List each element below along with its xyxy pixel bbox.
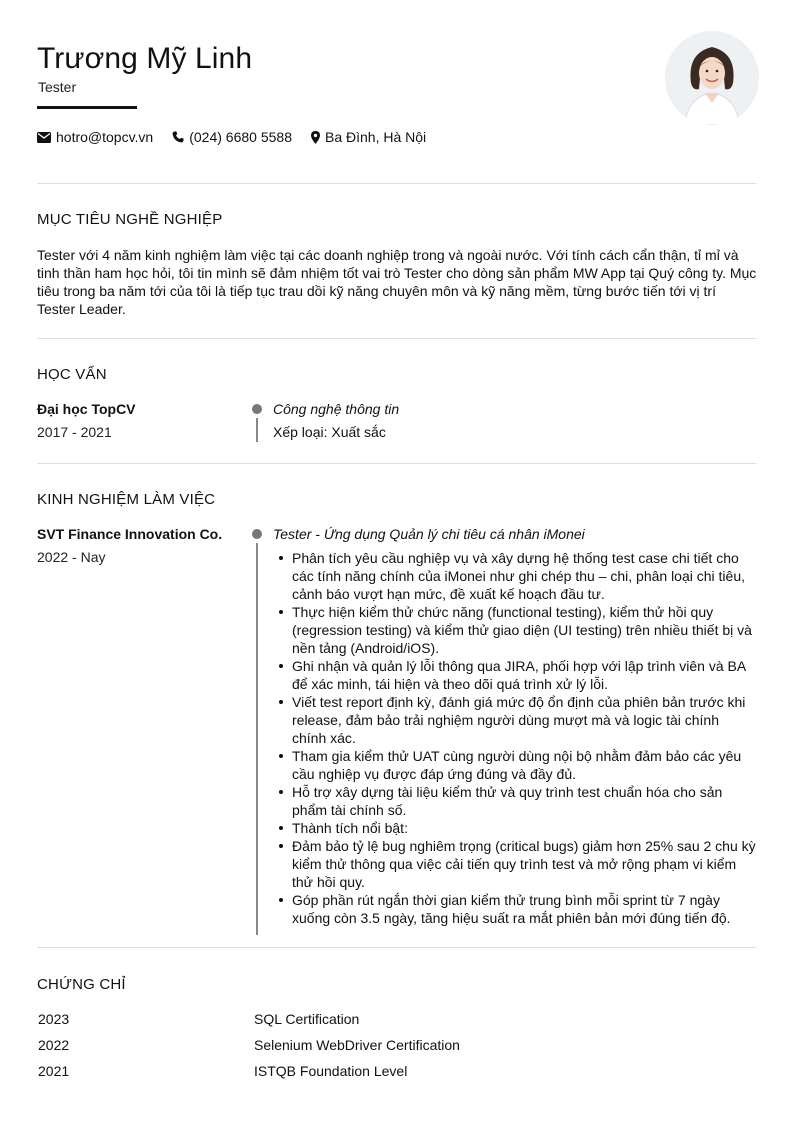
education-period: 2017 - 2021 xyxy=(37,424,112,440)
section-divider xyxy=(37,947,756,948)
phone-text[interactable]: (024) 6680 5588 xyxy=(189,129,292,145)
list-item: Phân tích yêu cầu nghiệp vụ và xây dựng hệ thống test case chi tiết cho các tính năng chính của iMonei như ghi chép thu – chi, phân loại chi tiêu, cảnh báo vượt hạn mức, đề xuất kế hoạch đầu tư. xyxy=(273,549,757,603)
certificate-row xyxy=(38,1011,359,1027)
avatar-photo xyxy=(665,31,759,125)
contact-phone[interactable] xyxy=(172,129,292,145)
education-right xyxy=(273,401,399,440)
list-item: Thành tích nổi bật: xyxy=(273,819,757,837)
section-divider xyxy=(37,463,756,464)
list-item: Tham gia kiểm thử UAT cùng người dùng nội bộ nhằm đảm bảo các yêu cầu nghiệp vụ được đáp ứng đúng và đầy đủ. xyxy=(273,747,757,783)
education-grade: Xếp loại: Xuất sắc xyxy=(273,424,386,440)
candidate-name: Trương Mỹ Linh xyxy=(37,42,253,75)
map-marker-icon xyxy=(311,131,320,144)
certificate-name: ISTQB Foundation Level xyxy=(254,1063,408,1079)
education-major: Công nghệ thông tin xyxy=(273,401,400,417)
company-name: SVT Finance Innovation Co. xyxy=(37,526,223,542)
location-text: Ba Đình, Hà Nội xyxy=(325,129,427,145)
name-underline xyxy=(37,106,137,109)
list-item: Góp phần rút ngắn thời gian kiểm thử trung bình mỗi sprint từ 7 ngày xuống còn 3.5 ngày, tăng hiệu suất ra mắt phiên bản mới đúng tiến độ. xyxy=(273,891,757,927)
contact-row xyxy=(37,129,445,145)
list-item: Ghi nhận và quản lý lỗi thông qua JIRA, phối hợp với lập trình viên và BA để xác minh, tái hiện và theo dõi quá trình xử lý lỗi. xyxy=(273,657,757,693)
section-divider xyxy=(37,183,756,184)
contact-email[interactable] xyxy=(37,129,153,145)
objective-heading: MỤC TIÊU NGHỀ NGHIỆP xyxy=(37,211,223,228)
certificate-name: SQL Certification xyxy=(254,1011,360,1027)
experience-left xyxy=(37,526,222,565)
experience-period: 2022 - Nay xyxy=(37,549,106,565)
phone-icon xyxy=(172,131,184,143)
objective-text: Tester với 4 năm kinh nghiệm làm việc tại các doanh nghiệp trong và ngoài nước. Với tính cách cẩn thận, tỉ mỉ và tinh thần ham học hỏi, tôi tin mình sẽ đảm nhiệm tốt vai trò Tester cho dòng sản phẩm MW App tại Quý công ty. Mục tiêu trong ba năm tới của tôi là tiếp tục trau dồi kỹ năng chuyên môn và kỹ năng mềm, từng bước tiến tới vị trí Tester Leader. xyxy=(37,247,757,317)
list-item: Thực hiện kiểm thử chức năng (functional testing), kiểm thử hồi quy (regression testing) và kiểm thử giao diện (UI testing) trên nhiều thiết bị và nền tảng (Android/iOS). xyxy=(273,603,757,657)
education-heading: HỌC VẤN xyxy=(37,366,107,383)
certificate-row xyxy=(38,1063,407,1079)
email-text[interactable]: hotro@topcv.vn xyxy=(56,129,154,145)
envelope-icon xyxy=(37,132,51,143)
education-left xyxy=(37,401,136,440)
certificates-heading: CHỨNG CHỈ xyxy=(37,976,126,993)
school-name: Đại học TopCV xyxy=(37,401,136,417)
experience-heading: KINH NGHIỆM LÀM VIỆC xyxy=(37,491,216,508)
certificate-year: 2023 xyxy=(38,1011,70,1027)
list-item: Đảm bảo tỷ lệ bug nghiêm trọng (critical bugs) giảm hơn 25% sau 2 chu kỳ kiểm thử thông qua việc cải tiến quy trình test và mở rộng phạm vi kiểm thử hồi quy. xyxy=(273,837,757,891)
certificate-row xyxy=(38,1037,460,1053)
section-divider xyxy=(37,338,756,339)
timeline-line xyxy=(256,418,258,442)
experience-right xyxy=(273,526,585,542)
certificate-name: Selenium WebDriver Certification xyxy=(254,1037,460,1053)
candidate-role: Tester xyxy=(38,79,77,95)
timeline-dot xyxy=(252,404,262,414)
timeline-dot xyxy=(252,529,262,539)
list-item: Viết test report định kỳ, đánh giá mức độ ổn định của phiên bản trước khi release, đảm bảo trải nghiệm người dùng mượt mà và logic tài chính chính xác. xyxy=(273,693,757,747)
timeline-line xyxy=(256,543,258,935)
certificate-year: 2022 xyxy=(38,1037,70,1053)
contact-location xyxy=(311,129,426,145)
job-position: Tester - Ứng dụng Quản lý chi tiêu cá nhân iMonei xyxy=(273,526,585,542)
certificate-year: 2021 xyxy=(38,1063,70,1079)
avatar xyxy=(665,31,759,125)
experience-bullet-list xyxy=(273,549,757,927)
list-item: Hỗ trợ xây dựng tài liệu kiểm thử và quy trình test chuẩn hóa cho sản phẩm tài chính số. xyxy=(273,783,757,819)
